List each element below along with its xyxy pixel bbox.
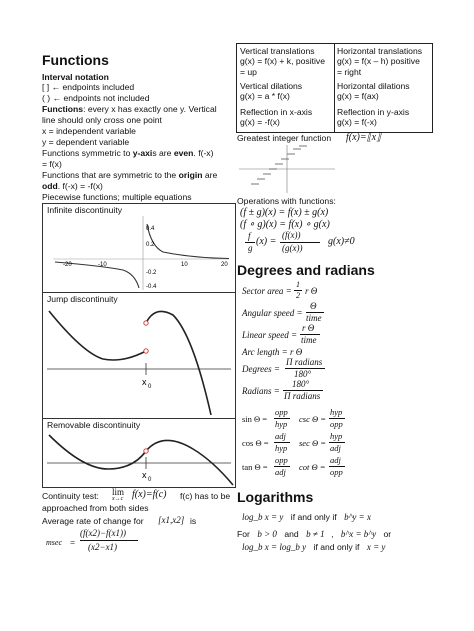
quotient-lhs-den: g: [248, 243, 253, 253]
functions-text-2: line should only cross one point: [42, 115, 162, 125]
log-line3-expr: log_b x = log_b y: [242, 542, 307, 552]
jump-discontinuity-graph: [42, 292, 236, 420]
tick-y-0-4: 0.4: [146, 226, 155, 232]
tick-x-neg-20: -20: [63, 262, 72, 268]
cot-label: cot Θ =: [299, 462, 326, 472]
sym-o-odd: odd: [42, 181, 58, 191]
avg-rate-fraction-bar: [80, 540, 138, 541]
tick-x-neg-10: -10: [98, 262, 107, 268]
log-line3-mid: if and only if: [313, 542, 360, 552]
trig-row-tan: [242, 455, 362, 477]
quotient-lhs-num: f: [248, 231, 251, 241]
quotient-rhs-num: (f(x)): [282, 230, 301, 240]
log-line2-or: or: [383, 529, 392, 539]
infinite-discontinuity-title: Infinite discontinuity: [47, 205, 122, 215]
symmetry-origin: [42, 170, 217, 181]
horizontal-dilations-cell: Horizontal dilations g(x) = f(ax): [337, 81, 410, 102]
avg-rate-interval: [x1,x2]: [158, 515, 185, 525]
sector-num: 1: [296, 280, 300, 289]
interval-line-included: [ ] ← endpoints included: [42, 82, 135, 92]
deg-den: 180°: [294, 369, 312, 379]
tan-num: opp: [275, 455, 288, 465]
logarithms-title: Logarithms: [237, 489, 314, 505]
continuity-approached: approached from both sides: [42, 503, 149, 513]
sector-rhs: r Θ: [305, 286, 318, 296]
rad-num: 180°: [292, 379, 310, 389]
log-line-3: [242, 537, 462, 552]
tan-den: adj: [275, 467, 286, 477]
linear-den: time: [301, 335, 317, 345]
sector-lhs: Sector area =: [242, 286, 292, 296]
reflection-y-cell: Reflection in y-axis g(x) = f(-x): [337, 107, 410, 128]
greatest-integer-label: Greatest integer function: [237, 133, 332, 143]
infinite-discontinuity-graph: [42, 203, 236, 294]
sin-num: opp: [275, 407, 288, 417]
operations-line-compose: (f ∘ g)(x) = f(x) ∘ g(x): [240, 219, 330, 230]
sin-label: sin Θ =: [242, 414, 268, 424]
sec-num: hyp: [330, 431, 343, 441]
log-line2-c1: b > 0: [257, 529, 277, 539]
removable-discontinuity-graph: [42, 418, 236, 488]
rad-lhs: Radians =: [242, 386, 280, 396]
sym-y-bold: y-axi: [132, 148, 153, 158]
tan-label: tan Θ =: [242, 462, 268, 472]
log-line2-for: For: [237, 529, 250, 539]
avg-rate-label: Average rate of change for: [42, 516, 144, 526]
removable-x-label: x: [142, 470, 147, 480]
functions-label: Functions: [42, 104, 84, 114]
continuity-lim-sub: x→c: [112, 496, 124, 502]
rad-den: Π radians: [284, 391, 321, 401]
jump-x-sub: 0: [148, 384, 152, 390]
trig-row-cos: [242, 431, 362, 453]
log-line2-c3: b^x = b^y: [340, 529, 377, 539]
removable-discontinuity-title: Removable discontinuity: [47, 420, 141, 430]
functions-text-1: : every x has exactly one y. Vertical: [83, 104, 217, 114]
arc-length: Arc length = r Θ: [242, 347, 303, 357]
operations-line-add: (f ± g)(x) = f(x) ± g(x): [240, 207, 329, 218]
sym-y-text-3: . f(-x): [193, 148, 214, 158]
continuity-lim: lim: [112, 487, 125, 497]
csc-den: opp: [330, 419, 343, 429]
linear-lhs: Linear speed =: [242, 330, 298, 340]
sym-o-bold: origin: [178, 170, 203, 180]
dependent-variable: y = dependent variable: [42, 137, 130, 147]
csc-num: hyp: [330, 407, 343, 417]
deg-num: Π radians: [286, 357, 323, 367]
log-line1-expr: log_b x = y: [242, 512, 284, 522]
jump-x-label: x: [142, 377, 147, 387]
reflection-x-cell: Reflection in x-axis g(x) = -f(x): [240, 107, 313, 128]
csc-label: csc Θ =: [299, 414, 326, 424]
continuity-lim-expr: f(x)=f(c): [132, 489, 167, 500]
deg-lhs: Degrees =: [242, 364, 280, 374]
quotient-mid: (x) =: [256, 236, 277, 247]
cos-num: adj: [275, 431, 286, 441]
sec-label: sec Θ =: [299, 438, 326, 448]
cot-num: adj: [330, 455, 341, 465]
symmetry-y-axis: [42, 148, 213, 159]
cos-label: cos Θ =: [242, 438, 269, 448]
log-line2-and: and: [284, 529, 299, 539]
sin-den: hyp: [275, 419, 288, 429]
sym-y-text-1: Functions symmetric to: [42, 148, 133, 158]
log-line-2: For b > 0 and b ≠ 1 , b^x = b^y or: [237, 529, 392, 539]
log-line2-c2: b ≠ 1: [306, 529, 325, 539]
sym-y-text-4: = f(x): [42, 159, 62, 169]
functions-definition: [42, 104, 217, 115]
degrees-title: Degrees and radians: [237, 262, 375, 278]
continuity-test-tail: f(c) has to be: [180, 491, 231, 501]
jump-discontinuity-plot: [43, 293, 235, 419]
table-mid-line: [334, 44, 335, 132]
tick-y-neg-0-4: -0.4: [146, 284, 157, 290]
quotient-condition: g(x)≠0: [328, 236, 355, 247]
avg-rate-denominator: (x2−x1): [88, 542, 118, 552]
sym-o-text-1: Functions that are symmetric to the: [42, 170, 179, 180]
quotient-rhs-den: (g(x)): [282, 243, 303, 253]
msec-label: msec: [46, 538, 62, 547]
piecewise-text: Piecewise functions; multiple equations: [42, 192, 192, 202]
greatest-integer-step-graph: [237, 143, 337, 195]
removable-x-sub: 0: [148, 477, 152, 483]
independent-variable: x = independent variable: [42, 126, 136, 136]
vertical-translations-cell: Vertical translations g(x) = f(x) + k, positive = up: [240, 46, 326, 77]
transform-table: [236, 43, 433, 133]
avg-rate-numerator: (f(x2)−f(x1)): [80, 528, 127, 538]
trig-row-sin: [242, 407, 362, 429]
angular-num: Θ: [310, 301, 317, 311]
linear-num: r Θ: [302, 323, 315, 333]
greatest-integer-formula: f(x)=⟦x⟧: [346, 132, 381, 143]
interval-line-excluded: ( ) ← endpoints not included: [42, 93, 150, 103]
sec-den: adj: [330, 443, 341, 453]
degrees-formulas: [242, 280, 392, 480]
sym-y-text-2: s are: [152, 148, 174, 158]
jump-discontinuity-title: Jump discontinuity: [47, 294, 118, 304]
infinite-discontinuity-plot: [43, 204, 235, 293]
log-line1-rhs: b^y = x: [344, 512, 371, 522]
interval-notation-heading: Interval notation: [42, 72, 109, 82]
vertical-dilations-cell: Vertical dilations g(x) = a * f(x): [240, 81, 303, 102]
tick-x-10: 10: [181, 262, 188, 268]
tick-y-0-2: 0.2: [146, 242, 155, 248]
tick-x-20: 20: [221, 262, 228, 268]
sym-y-even: even: [173, 148, 194, 158]
log-line1-mid: if and only if: [290, 512, 337, 522]
operations-title: Operations with functions:: [237, 196, 336, 206]
log-line3-rhs: x = y: [366, 542, 386, 552]
angular-lhs: Angular speed =: [242, 308, 303, 318]
sym-o-text-3: . f(-x) = -f(x): [57, 181, 103, 191]
sector-den: 2: [296, 291, 300, 300]
cot-den: opp: [330, 467, 343, 477]
log-line-1: [242, 507, 442, 522]
tick-y-neg-0-2: -0.2: [146, 270, 157, 276]
avg-rate-is: is: [190, 516, 197, 526]
functions-title: Functions: [42, 52, 109, 68]
removable-discontinuity-plot: [43, 419, 235, 487]
operations-quotient: [240, 231, 360, 255]
sym-o-text-2: are: [202, 170, 218, 180]
avg-rate-eq: =: [70, 538, 76, 548]
cos-den: hyp: [275, 443, 288, 453]
angular-den: time: [306, 313, 322, 323]
horizontal-translations-cell: Horizontal translations g(x) = f(x – h) positive = right: [337, 46, 423, 77]
symmetry-origin-2: [42, 181, 103, 192]
continuity-test-label: Continuity test:: [42, 491, 99, 501]
